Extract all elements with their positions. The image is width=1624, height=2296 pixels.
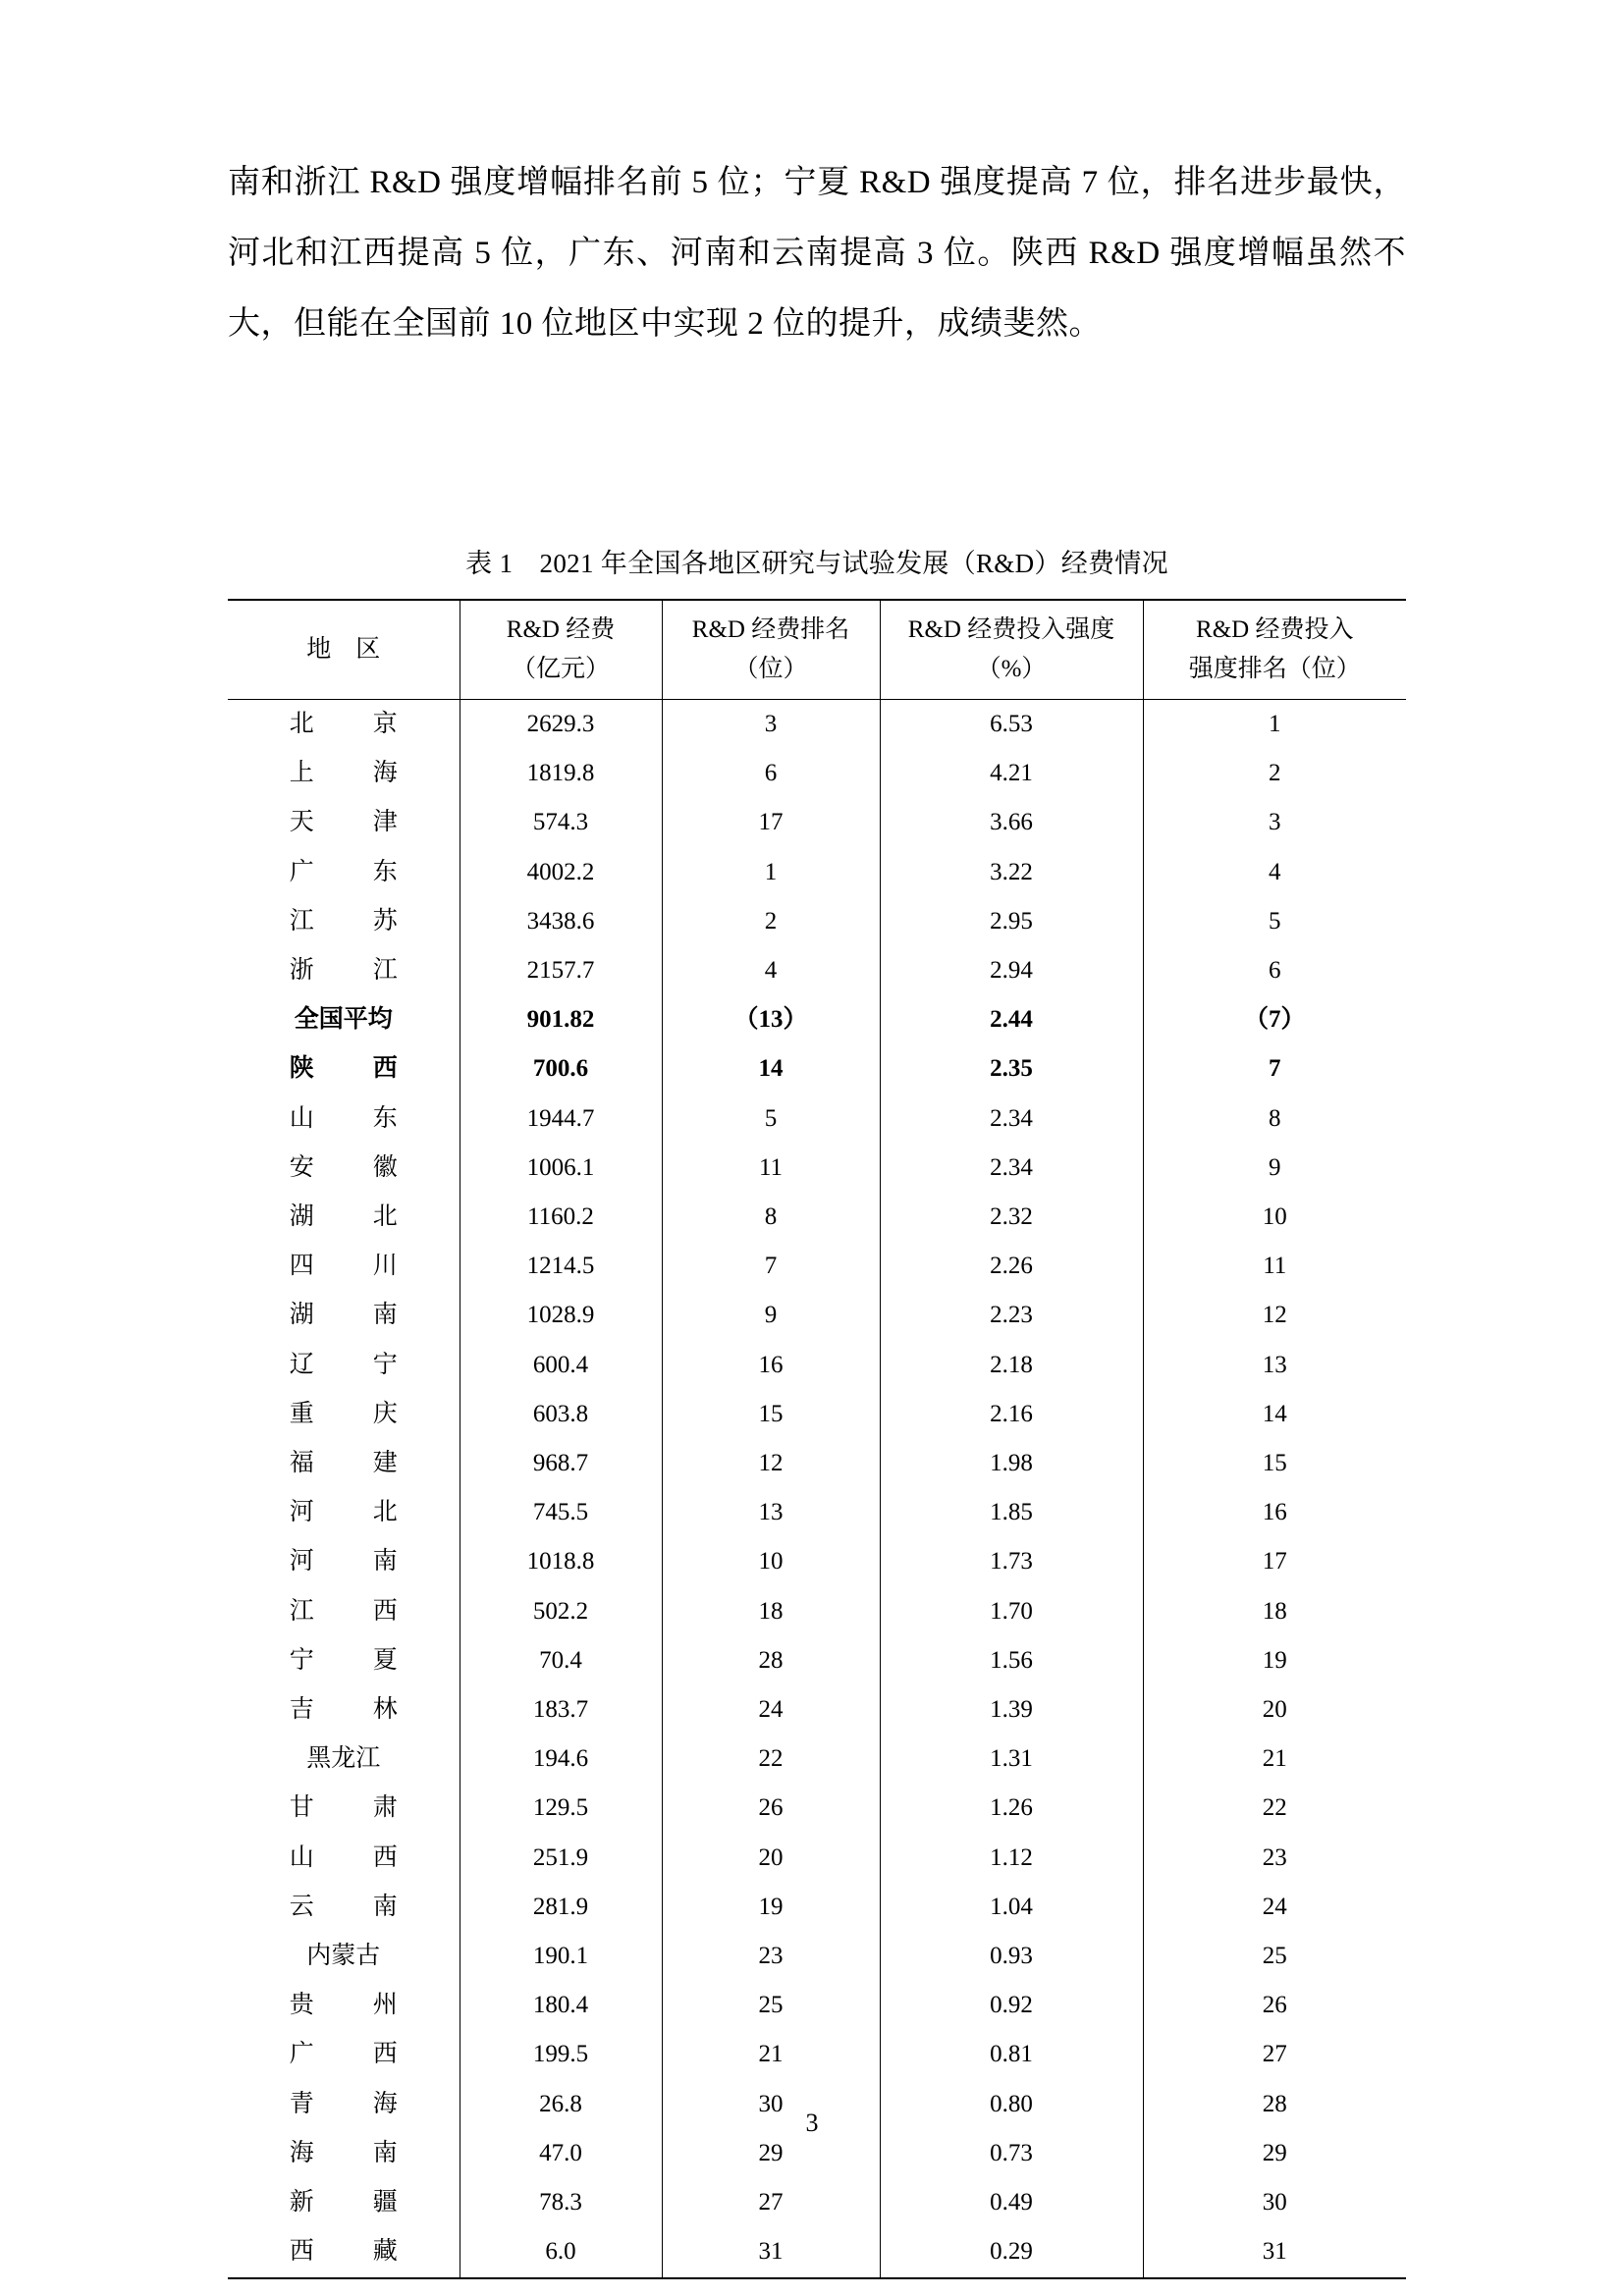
cell-region (228, 946, 460, 995)
cell-fee: 603.8 (460, 1390, 662, 1439)
cell-region (228, 1587, 460, 1636)
cell-fee-rank: 17 (662, 798, 880, 847)
cell-region (228, 1341, 460, 1390)
column-header-intensity-rank (1143, 600, 1406, 700)
cell-fee-rank: 18 (662, 1587, 880, 1636)
page-number: 3 (805, 2109, 819, 2137)
cell-region (228, 1685, 460, 1735)
column-header-fee-line1: R&D 经费 (506, 616, 616, 643)
cell-intensity: 0.80 (880, 2080, 1143, 2129)
region-label: 广东 (289, 858, 398, 885)
region-label: 天津 (289, 809, 398, 836)
body-paragraph (228, 147, 1406, 359)
cell-region (228, 1439, 460, 1488)
cell-fee: 281.9 (460, 1883, 662, 1932)
cell-region (228, 995, 460, 1044)
region-label: 青海 (289, 2090, 398, 2117)
cell-intensity: 0.73 (880, 2129, 1143, 2178)
cell-region (228, 1932, 460, 1981)
cell-intensity: 1.12 (880, 1834, 1143, 1883)
cell-fee: 194.6 (460, 1735, 662, 1784)
cell-fee: 968.7 (460, 1439, 662, 1488)
table-row (228, 946, 1406, 995)
table-row (228, 1095, 1406, 1144)
cell-intensity: 2.18 (880, 1341, 1143, 1390)
table-row (228, 1242, 1406, 1291)
region-label: 江苏 (289, 907, 398, 934)
table-row (228, 1537, 1406, 1586)
region-label: 全国平均 (294, 1006, 393, 1034)
cell-fee-rank: 24 (662, 1685, 880, 1735)
cell-fee-rank: 21 (662, 2030, 880, 2079)
cell-fee: 183.7 (460, 1685, 662, 1735)
cell-region (228, 1291, 460, 1340)
cell-fee: 190.1 (460, 1932, 662, 1981)
cell-intensity: 2.34 (880, 1144, 1143, 1193)
cell-fee: 1160.2 (460, 1193, 662, 1242)
table-row (228, 2227, 1406, 2277)
table-row (228, 1439, 1406, 1488)
cell-region (228, 1488, 460, 1537)
cell-fee-rank: 31 (662, 2227, 880, 2277)
region-label: 河南 (289, 1548, 398, 1575)
cell-fee-rank: 5 (662, 1095, 880, 1144)
table-body (228, 700, 1406, 2278)
column-header-intensity (880, 600, 1143, 700)
cell-intensity: 2.16 (880, 1390, 1143, 1439)
cell-intensity-rank: 14 (1143, 1390, 1406, 1439)
region-label: 西藏 (289, 2238, 398, 2266)
cell-region (228, 1636, 460, 1685)
cell-intensity: 2.95 (880, 897, 1143, 946)
column-header-intensity-rank-line2: 强度排名（位） (1188, 656, 1361, 682)
table-row (228, 1488, 1406, 1537)
region-label: 湖北 (289, 1203, 398, 1231)
cell-intensity: 3.66 (880, 798, 1143, 847)
region-label: 甘肃 (289, 1794, 398, 1822)
cell-fee-rank: 4 (662, 946, 880, 995)
cell-region (228, 848, 460, 897)
cell-region (228, 1242, 460, 1291)
region-label: 上海 (289, 760, 398, 787)
cell-region (228, 749, 460, 798)
cell-intensity-rank: 3 (1143, 798, 1406, 847)
table-row (228, 897, 1406, 946)
region-label: 吉林 (289, 1696, 398, 1724)
table-row (228, 1193, 1406, 1242)
cell-region (228, 1834, 460, 1883)
cell-fee: 251.9 (460, 1834, 662, 1883)
cell-fee-rank: 15 (662, 1390, 880, 1439)
region-label: 黑龙江 (306, 1745, 381, 1773)
cell-fee-rank: 9 (662, 1291, 880, 1340)
cell-fee: 1028.9 (460, 1291, 662, 1340)
cell-intensity-rank: 24 (1143, 1883, 1406, 1932)
region-label: 湖南 (289, 1302, 398, 1329)
cell-intensity: 0.92 (880, 1981, 1143, 2030)
table-row (228, 749, 1406, 798)
cell-region (228, 1981, 460, 2030)
region-label: 海南 (289, 2139, 398, 2166)
cell-intensity: 2.26 (880, 1242, 1143, 1291)
cell-intensity-rank: （7） (1143, 995, 1406, 1044)
cell-intensity: 3.22 (880, 848, 1143, 897)
cell-intensity-rank: 27 (1143, 2030, 1406, 2079)
cell-fee: 2629.3 (460, 700, 662, 750)
cell-fee-rank: 23 (662, 1932, 880, 1981)
cell-fee: 3438.6 (460, 897, 662, 946)
table-header-row (228, 600, 1406, 700)
region-label: 云南 (289, 1893, 398, 1920)
cell-intensity: 2.44 (880, 995, 1143, 1044)
cell-region (228, 1390, 460, 1439)
region-label: 贵州 (289, 1992, 398, 2019)
cell-intensity-rank: 9 (1143, 1144, 1406, 1193)
cell-intensity: 0.81 (880, 2030, 1143, 2079)
cell-region (228, 1193, 460, 1242)
cell-region (228, 897, 460, 946)
cell-intensity-rank: 23 (1143, 1834, 1406, 1883)
cell-fee: 47.0 (460, 2129, 662, 2178)
table-row (228, 798, 1406, 847)
region-label: 河北 (289, 1499, 398, 1526)
cell-intensity: 1.26 (880, 1784, 1143, 1833)
table-row (228, 1636, 1406, 1685)
cell-intensity-rank: 6 (1143, 946, 1406, 995)
cell-fee: 574.3 (460, 798, 662, 847)
cell-intensity-rank: 19 (1143, 1636, 1406, 1685)
cell-intensity-rank: 22 (1143, 1784, 1406, 1833)
table-row (228, 1587, 1406, 1636)
column-header-intensity-line2: （%） (976, 656, 1047, 682)
region-label: 新疆 (289, 2189, 398, 2216)
region-label: 陕西 (289, 1055, 398, 1083)
cell-intensity-rank: 4 (1143, 848, 1406, 897)
column-header-region (228, 600, 460, 700)
cell-fee: 1819.8 (460, 749, 662, 798)
cell-intensity: 1.85 (880, 1488, 1143, 1537)
region-label: 重庆 (289, 1400, 398, 1427)
cell-fee-rank: 19 (662, 1883, 880, 1932)
cell-intensity: 1.98 (880, 1439, 1143, 1488)
table-row (228, 1291, 1406, 1340)
cell-fee: 199.5 (460, 2030, 662, 2079)
cell-fee: 1214.5 (460, 1242, 662, 1291)
cell-intensity-rank: 10 (1143, 1193, 1406, 1242)
table-row (228, 1784, 1406, 1833)
cell-region (228, 1784, 460, 1833)
cell-intensity-rank: 2 (1143, 749, 1406, 798)
cell-region (228, 1735, 460, 1784)
column-header-fee (460, 600, 662, 700)
cell-fee: 2157.7 (460, 946, 662, 995)
region-label: 浙江 (289, 957, 398, 985)
cell-intensity: 0.49 (880, 2178, 1143, 2227)
table-row (228, 995, 1406, 1044)
column-header-intensity-rank-line1: R&D 经费投入 (1196, 616, 1354, 643)
cell-intensity: 4.21 (880, 749, 1143, 798)
cell-region (228, 2178, 460, 2227)
region-label: 山西 (289, 1843, 398, 1871)
column-header-fee-line2: （亿元） (511, 656, 610, 682)
cell-intensity: 1.04 (880, 1883, 1143, 1932)
column-header-fee-rank-line1: R&D 经费排名 (691, 616, 850, 643)
cell-intensity-rank: 12 (1143, 1291, 1406, 1340)
cell-fee: 1944.7 (460, 1095, 662, 1144)
cell-fee-rank: 28 (662, 1636, 880, 1685)
cell-fee-rank: 22 (662, 1735, 880, 1784)
cell-fee: 78.3 (460, 2178, 662, 2227)
cell-region (228, 1883, 460, 1932)
cell-fee-rank: 25 (662, 1981, 880, 2030)
cell-fee: 129.5 (460, 1784, 662, 1833)
cell-region (228, 798, 460, 847)
cell-intensity: 1.39 (880, 1685, 1143, 1735)
column-header-region-line1: 地 区 (306, 636, 381, 663)
cell-intensity: 1.70 (880, 1587, 1143, 1636)
table-row (228, 1981, 1406, 2030)
cell-intensity: 2.35 (880, 1044, 1143, 1094)
cell-fee: 600.4 (460, 1341, 662, 1390)
cell-fee-rank: （13） (662, 995, 880, 1044)
table-caption: 表 1 2021 年全国各地区研究与试验发展（R&D）经费情况 (465, 549, 1168, 578)
cell-fee: 6.0 (460, 2227, 662, 2277)
table-row (228, 1932, 1406, 1981)
cell-fee: 1018.8 (460, 1537, 662, 1586)
cell-fee-rank: 26 (662, 1784, 880, 1833)
cell-intensity-rank: 1 (1143, 700, 1406, 750)
cell-fee-rank: 20 (662, 1834, 880, 1883)
table-row (228, 1144, 1406, 1193)
column-header-intensity-line1: R&D 经费投入强度 (907, 616, 1115, 643)
cell-fee: 4002.2 (460, 848, 662, 897)
cell-fee-rank: 3 (662, 700, 880, 750)
cell-intensity: 0.29 (880, 2227, 1143, 2277)
region-label: 福建 (289, 1450, 398, 1477)
cell-fee-rank: 16 (662, 1341, 880, 1390)
cell-fee: 901.82 (460, 995, 662, 1044)
cell-fee-rank: 30 (662, 2080, 880, 2129)
cell-intensity-rank: 17 (1143, 1537, 1406, 1586)
table-row (228, 1685, 1406, 1735)
cell-intensity: 0.93 (880, 1932, 1143, 1981)
table-row (228, 1735, 1406, 1784)
table-row (228, 1341, 1406, 1390)
cell-fee: 180.4 (460, 1981, 662, 2030)
cell-intensity-rank: 16 (1143, 1488, 1406, 1537)
cell-region (228, 1044, 460, 1094)
cell-intensity: 2.23 (880, 1291, 1143, 1340)
cell-fee-rank: 13 (662, 1488, 880, 1537)
region-label: 江西 (289, 1597, 398, 1625)
cell-fee-rank: 29 (662, 2129, 880, 2178)
cell-intensity-rank: 29 (1143, 2129, 1406, 2178)
rd-expenditure-table (228, 599, 1406, 2279)
cell-intensity: 1.56 (880, 1636, 1143, 1685)
table-row (228, 1883, 1406, 1932)
cell-region (228, 2030, 460, 2079)
table-row (228, 2030, 1406, 2079)
cell-fee: 1006.1 (460, 1144, 662, 1193)
cell-intensity-rank: 11 (1143, 1242, 1406, 1291)
cell-intensity-rank: 18 (1143, 1587, 1406, 1636)
region-label: 宁夏 (289, 1646, 398, 1674)
cell-fee-rank: 8 (662, 1193, 880, 1242)
cell-intensity: 2.32 (880, 1193, 1143, 1242)
table-row (228, 848, 1406, 897)
paragraph-text: 南和浙江 R&D 强度增幅排名前 5 位；宁夏 R&D 强度提高 7 位，排名进步最快，河北和江西提高 5 位，广东、河南和云南提高 3 位。陕西 R&D 强度增幅虽然不大，但能在全国前 10 位地区中实现 2 位的提升，成绩斐然。 (228, 165, 1406, 342)
cell-intensity-rank: 20 (1143, 1685, 1406, 1735)
cell-fee: 745.5 (460, 1488, 662, 1537)
cell-fee: 700.6 (460, 1044, 662, 1094)
cell-fee: 70.4 (460, 1636, 662, 1685)
cell-fee: 502.2 (460, 1587, 662, 1636)
table-row (228, 700, 1406, 750)
cell-fee-rank: 10 (662, 1537, 880, 1586)
cell-fee-rank: 27 (662, 2178, 880, 2227)
cell-intensity-rank: 13 (1143, 1341, 1406, 1390)
cell-fee-rank: 2 (662, 897, 880, 946)
region-label: 辽宁 (289, 1351, 398, 1378)
cell-fee-rank: 6 (662, 749, 880, 798)
table-row (228, 1044, 1406, 1094)
cell-intensity: 1.31 (880, 1735, 1143, 1784)
cell-intensity-rank: 28 (1143, 2080, 1406, 2129)
region-label: 广西 (289, 2041, 398, 2068)
cell-intensity-rank: 26 (1143, 1981, 1406, 2030)
cell-intensity-rank: 30 (1143, 2178, 1406, 2227)
table-row (228, 1834, 1406, 1883)
cell-region (228, 1095, 460, 1144)
cell-fee-rank: 7 (662, 1242, 880, 1291)
table-row (228, 1390, 1406, 1439)
cell-region (228, 1144, 460, 1193)
cell-intensity-rank: 25 (1143, 1932, 1406, 1981)
column-header-fee-rank (662, 600, 880, 700)
cell-intensity-rank: 7 (1143, 1044, 1406, 1094)
cell-region (228, 1537, 460, 1586)
cell-fee-rank: 12 (662, 1439, 880, 1488)
cell-intensity: 1.73 (880, 1537, 1143, 1586)
cell-intensity-rank: 21 (1143, 1735, 1406, 1784)
region-label: 北京 (289, 711, 398, 737)
region-label: 山东 (289, 1104, 398, 1132)
cell-fee: 26.8 (460, 2080, 662, 2129)
cell-intensity-rank: 31 (1143, 2227, 1406, 2277)
table-header (228, 600, 1406, 700)
cell-fee-rank: 1 (662, 848, 880, 897)
cell-fee-rank: 14 (662, 1044, 880, 1094)
column-header-fee-rank-line2: （位） (733, 656, 808, 682)
cell-intensity: 2.34 (880, 1095, 1143, 1144)
region-label: 安徽 (289, 1153, 398, 1181)
cell-region (228, 700, 460, 750)
cell-intensity-rank: 15 (1143, 1439, 1406, 1488)
cell-intensity-rank: 5 (1143, 897, 1406, 946)
region-label: 四川 (289, 1253, 398, 1280)
region-label: 内蒙古 (306, 1943, 381, 1970)
cell-intensity: 6.53 (880, 700, 1143, 750)
cell-fee-rank: 11 (662, 1144, 880, 1193)
cell-intensity-rank: 8 (1143, 1095, 1406, 1144)
cell-region (228, 2227, 460, 2277)
table-row (228, 2178, 1406, 2227)
cell-intensity: 2.94 (880, 946, 1143, 995)
